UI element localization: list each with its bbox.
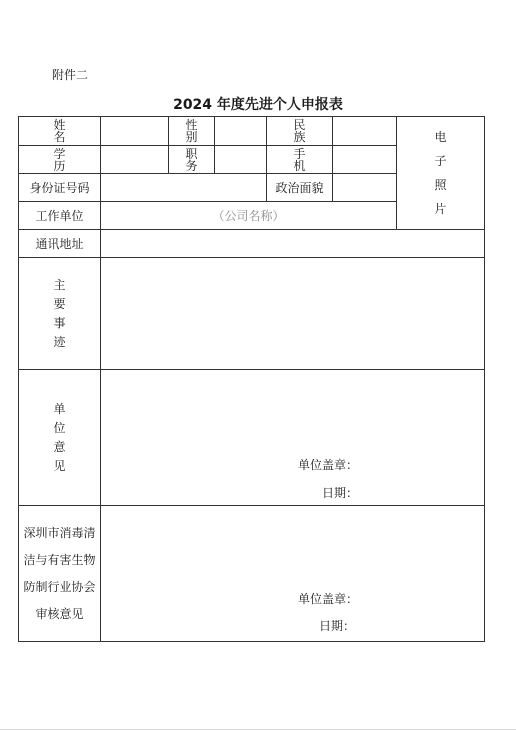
association-review-line-3: 防制行业协会	[23, 579, 96, 594]
association-review-line-4: 审核意见	[35, 606, 84, 621]
employer-label: 工作单位	[19, 202, 101, 230]
form-title: 2024 年度先进个人申报表	[173, 97, 343, 113]
education-label: 学 历	[19, 146, 101, 174]
association-date-label: 日期：	[319, 619, 356, 633]
photo-cell[interactable]	[397, 117, 485, 230]
photo-label: 电 子 照 片	[434, 130, 447, 216]
association-review-line-1: 深圳市消毒清	[23, 525, 96, 540]
unit-opinion-input[interactable]	[101, 370, 485, 506]
name-input[interactable]	[101, 117, 169, 146]
gender-label: 性 别	[169, 117, 215, 146]
unit-seal-label: 单位盖章：	[298, 458, 359, 472]
political-status-label: 政治面貌	[267, 174, 333, 202]
position-label: 职 务	[169, 146, 215, 174]
association-review-input[interactable]	[101, 506, 485, 642]
employer-input[interactable]: （公司名称）	[101, 202, 397, 230]
main-deeds-label-cell	[19, 258, 101, 370]
position-input[interactable]	[215, 146, 267, 174]
association-seal-label: 单位盖章：	[298, 592, 359, 606]
unit-opinion-label-cell	[19, 370, 101, 506]
id-number-input[interactable]	[101, 174, 267, 202]
phone-label: 手 机	[267, 146, 333, 174]
gender-input[interactable]	[215, 117, 267, 146]
id-number-label: 身份证号码	[19, 174, 101, 202]
phone-input[interactable]	[333, 146, 397, 174]
main-deeds-input[interactable]	[101, 258, 485, 370]
address-input[interactable]	[101, 230, 485, 258]
unit-opinion-label: 单 位 意 见	[53, 401, 66, 473]
main-deeds-label: 主 要 事 迹	[53, 277, 66, 349]
name-label: 姓 名	[19, 117, 101, 146]
political-status-input[interactable]	[333, 174, 397, 202]
association-review-line-2: 洁与有害生物	[23, 552, 96, 567]
page-divider	[0, 729, 516, 730]
attachment-label: 附件二	[52, 68, 89, 82]
association-review-label-cell	[19, 506, 101, 642]
ethnicity-input[interactable]	[333, 117, 397, 146]
ethnicity-label: 民 族	[267, 117, 333, 146]
unit-date-label: 日期：	[322, 486, 359, 500]
address-label: 通讯地址	[19, 230, 101, 258]
application-form-table	[18, 116, 485, 642]
education-input[interactable]	[101, 146, 169, 174]
